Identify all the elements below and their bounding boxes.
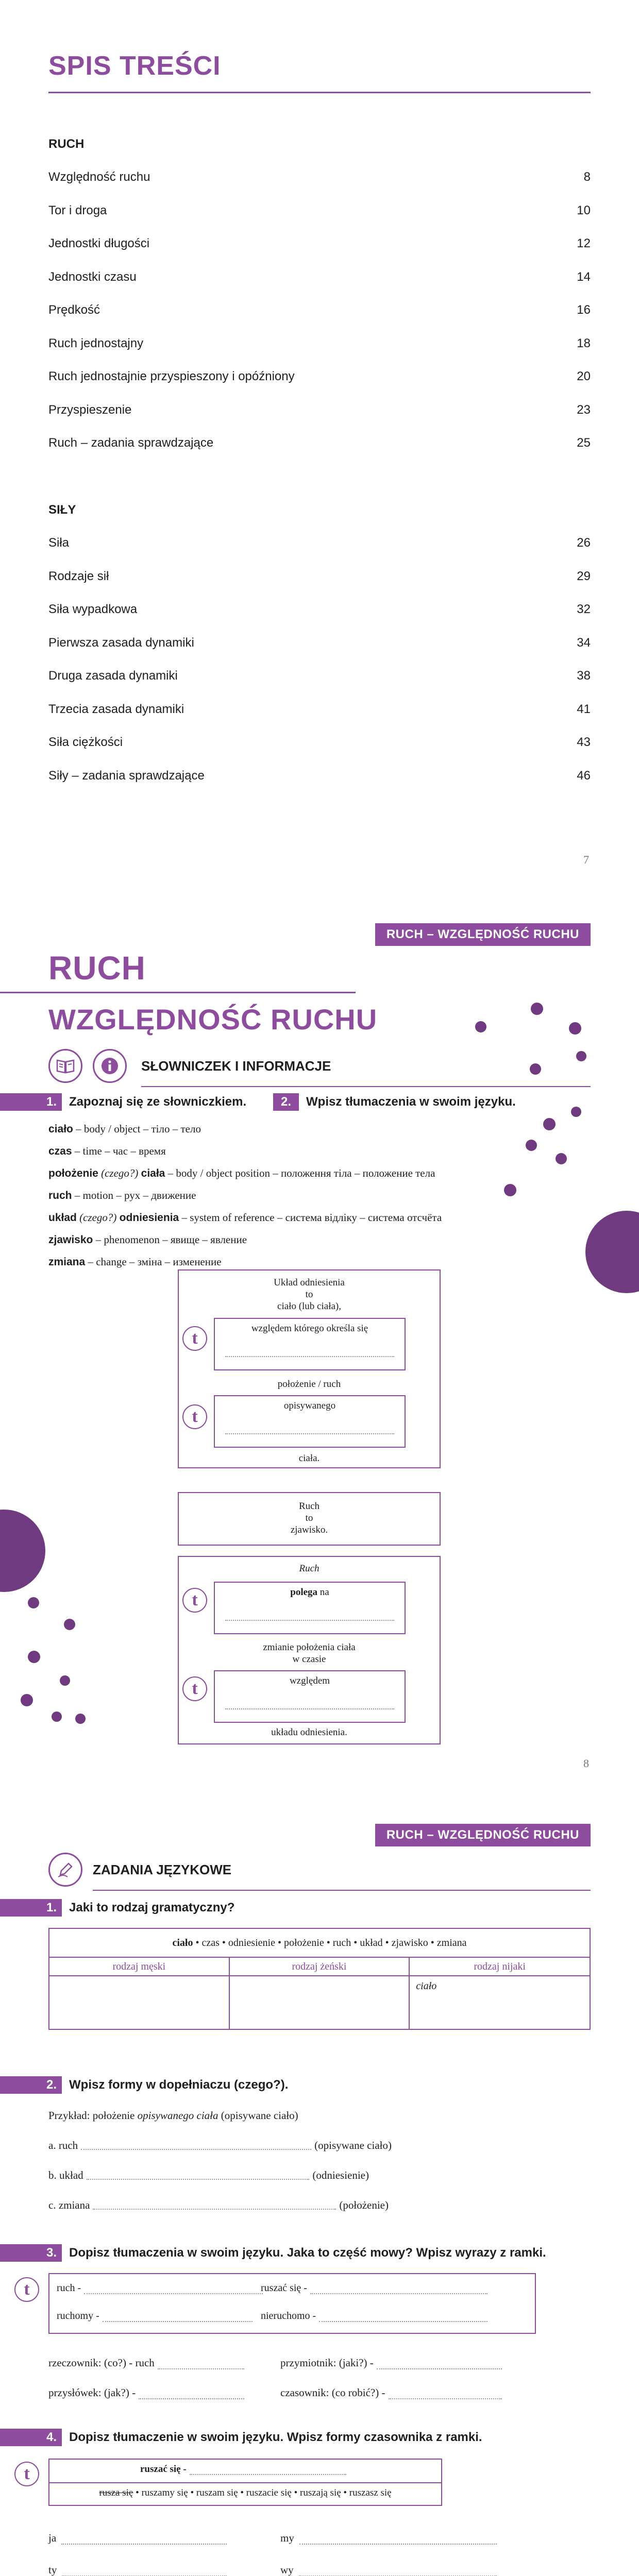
toc-item[interactable]: Rodzaje sił 29	[48, 569, 591, 583]
decor-dot	[60, 1675, 70, 1686]
toc-section-ruch: RUCH	[48, 137, 85, 151]
decor-dot	[556, 1153, 567, 1164]
translate-icon: t	[14, 2277, 39, 2302]
answer-line[interactable]	[81, 2139, 311, 2150]
conjugation-line: my	[280, 2532, 497, 2545]
decor-dot	[531, 1003, 543, 1015]
chapter-title: RUCH	[48, 950, 146, 987]
toc-item[interactable]: Jednostki długości 12	[48, 236, 591, 250]
word-bank: ciało • czas • odniesienie • położenie • ruch • układ • zjawisko • zmiana	[48, 1928, 591, 1958]
exercise-line: przymiotnik: (jaki?) -	[280, 2357, 502, 2369]
answer-box: opisywanego	[214, 1395, 406, 1448]
definition-box-motion-detail: Ruch polega na zmianie położenia ciała w czasie względem układu odniesienia.	[178, 1556, 441, 1744]
decor-big-circle	[0, 1510, 45, 1592]
decor-big-circle	[585, 1211, 639, 1293]
toc-item[interactable]: Przyspieszenie 23	[48, 402, 591, 417]
answer-box: względem którego określa się	[214, 1318, 406, 1370]
translate-icon: t	[182, 1676, 207, 1701]
toc-item[interactable]: Siły – zadania sprawdzające 46	[48, 768, 591, 783]
translate-icon: t	[14, 2462, 39, 2486]
task3-word-box: ruch - ruszać się - ruchomy - nieruchomo -	[48, 2273, 536, 2334]
page-9	[0, 1798, 639, 2576]
toc-item[interactable]: Ruch jednostajnie przyspieszony i opóźniony 20	[48, 369, 591, 383]
page-number: 8	[583, 1757, 589, 1770]
vocab-entry: zmiana – change – зміна – изменение	[48, 1256, 222, 1268]
conjugation-line: ja	[48, 2532, 227, 2545]
decor-dot	[64, 1619, 75, 1630]
decor-dot	[28, 1651, 40, 1663]
task4-word-box: ruszać się - rusza się • ruszamy się • ruszam się • ruszacie się • ruszają się • ruszasz się	[48, 2459, 442, 2506]
exercise-line: a. ruch (opisywane ciało)	[48, 2139, 392, 2151]
answer-cell[interactable]	[229, 1976, 410, 2029]
exercise-line: czasownik: (co robić?) -	[280, 2386, 502, 2399]
task-4: 4. Dopisz tłumaczenie w swoim języku. Wpisz formy czasownika z ramki.	[0, 2429, 482, 2446]
translate-icon: t	[182, 1404, 207, 1429]
toc-item[interactable]: Tor i droga 10	[48, 203, 591, 217]
toc-item[interactable]: Druga zasada dynamiki 38	[48, 669, 591, 683]
section-label: ZADANIA JĘZYKOWE	[93, 1862, 232, 1877]
decor-dot	[530, 1063, 541, 1075]
answer-line[interactable]	[377, 2357, 502, 2369]
answer-line[interactable]	[103, 2310, 253, 2322]
decor-dot	[475, 1021, 486, 1032]
answer-line[interactable]	[299, 2532, 497, 2545]
answer-cell[interactable]	[49, 1976, 229, 2029]
toc-divider	[48, 92, 591, 93]
task-number: 2.	[273, 1093, 299, 1111]
section-title: WZGLĘDNOŚĆ RUCHU	[48, 1003, 378, 1036]
definition-box-motion: Ruch to zjawisko.	[178, 1492, 441, 1546]
toc-item[interactable]: Pierwsza zasada dynamiki 34	[48, 635, 591, 650]
answer-box: polega na	[214, 1582, 406, 1634]
answer-line[interactable]	[61, 2532, 227, 2545]
dictionary-icon	[48, 1049, 82, 1083]
conjugation-line: wy	[280, 2564, 497, 2576]
decor-dot	[75, 1714, 86, 1724]
pencil-icon	[48, 1853, 82, 1887]
task-number: 1.	[0, 1093, 62, 1111]
answer-line[interactable]	[93, 2199, 336, 2210]
exercise-line: b. układ (odniesienie)	[48, 2169, 369, 2181]
answer-line[interactable]	[389, 2386, 502, 2399]
translate-icon: t	[182, 1588, 207, 1613]
toc-item[interactable]: Trzecia zasada dynamiki 41	[48, 702, 591, 716]
task-1: 1. Jaki to rodzaj gramatyczny?	[0, 1899, 234, 1917]
answer-line[interactable]	[190, 2464, 346, 2475]
vocab-entry: układ (czego?) odniesienia – system of reference – система відліку – система отсчёта	[48, 1211, 442, 1224]
decor-dot	[21, 1694, 33, 1706]
task-text: Zapoznaj się ze słowniczkiem.	[69, 1095, 247, 1109]
answer-line[interactable]	[299, 2564, 497, 2576]
example: Przykład: położenie opisywanego ciała (opisywane ciało)	[48, 2109, 298, 2122]
task-2	[273, 1093, 516, 1111]
translate-icon: t	[182, 1326, 207, 1351]
answer-line[interactable]	[139, 2386, 244, 2399]
page-number: 7	[583, 853, 589, 866]
decor-dot	[576, 1051, 586, 1061]
answer-line[interactable]	[158, 2357, 244, 2369]
toc-item[interactable]: Siła 26	[48, 536, 591, 550]
exercise-line: przysłówek: (jak?) -	[48, 2386, 244, 2399]
section-tag: RUCH – WZGLĘDNOŚĆ RUCHU	[375, 1824, 591, 1846]
gender-table: rodzaj męski rodzaj żeński rodzaj nijaki ciało	[48, 1957, 591, 2030]
vocab-entry: położenie (czego?) ciała – body / object position – положення тіла – положение тела	[48, 1167, 435, 1179]
chapter-divider	[0, 992, 356, 993]
info-label: SŁOWNICZEK I INFORMACJE	[141, 1058, 331, 1074]
decor-dot	[543, 1118, 556, 1130]
toc-list-ruch	[48, 170, 591, 469]
vocab-entry: zjawisko – phenomenon – явище – явление	[48, 1233, 247, 1246]
decor-dot	[28, 1597, 39, 1608]
vocabulary-list	[48, 1118, 442, 1273]
info-divider	[141, 1086, 591, 1087]
vocab-entry: ruch – motion – рух – движение	[48, 1189, 196, 1201]
page-8	[0, 891, 639, 1798]
toc-item[interactable]: Prędkość 16	[48, 303, 591, 317]
toc-item[interactable]: Względność ruchu 8	[48, 170, 591, 184]
section-divider	[93, 1890, 591, 1891]
section-tag: RUCH – WZGLĘDNOŚĆ RUCHU	[375, 923, 591, 946]
decor-dot	[569, 1022, 581, 1035]
answer-line[interactable]	[225, 1708, 394, 1709]
info-icon	[93, 1049, 127, 1083]
answer-line[interactable]	[310, 2282, 487, 2294]
toc-list-sily	[48, 536, 591, 802]
decor-dot	[52, 1711, 62, 1722]
toc-item[interactable]: Jednostki czasu 14	[48, 269, 591, 284]
decor-dot	[571, 1107, 581, 1117]
answer-line[interactable]	[225, 1620, 394, 1621]
toc-page	[0, 0, 639, 891]
answer-line[interactable]	[87, 2169, 310, 2180]
definition-box-reference-frame: Układ odniesienia to ciało (lub ciała), względem którego określa się położenie / ruch opisywanego ciała.	[178, 1269, 441, 1468]
vocab-entry: ciało – body / object – тіло – тело	[48, 1123, 201, 1135]
answer-line[interactable]	[319, 2310, 487, 2322]
answer-line[interactable]	[225, 1356, 394, 1357]
toc-section-sily: SIŁY	[48, 503, 76, 517]
task-3: 3. Dopisz tłumaczenia w swoim języku. Jaka to część mowy? Wpisz wyrazy z ramki.	[0, 2244, 546, 2262]
decor-dot	[504, 1184, 516, 1196]
decor-dot	[526, 1140, 537, 1151]
answer-box: względem	[214, 1670, 406, 1723]
answer-line[interactable]	[84, 2282, 263, 2294]
task-text: Wpisz tłumaczenia w swoim języku.	[306, 1095, 516, 1109]
toc-item[interactable]: Ruch – zadania sprawdzające 25	[48, 436, 591, 450]
answer-line[interactable]	[62, 2564, 227, 2576]
task-1	[0, 1093, 246, 1111]
answer-cell[interactable]: ciało	[409, 1976, 590, 2029]
exercise-line: rzeczownik: (co?) - ruch	[48, 2357, 244, 2369]
toc-item[interactable]: Siła ciężkości 43	[48, 735, 591, 749]
toc-item[interactable]: Ruch jednostajny 18	[48, 336, 591, 350]
toc-title: SPIS TREŚCI	[48, 51, 221, 81]
exercise-line: c. zmiana (położenie)	[48, 2199, 389, 2211]
toc-item[interactable]: Siła wypadkowa 32	[48, 602, 591, 616]
vocab-entry: czas – time – час – время	[48, 1145, 166, 1157]
conjugation-line: ty	[48, 2564, 227, 2576]
task-2: 2. Wpisz formy w dopełniaczu (czego?).	[0, 2076, 288, 2094]
answer-line[interactable]	[225, 1433, 394, 1434]
